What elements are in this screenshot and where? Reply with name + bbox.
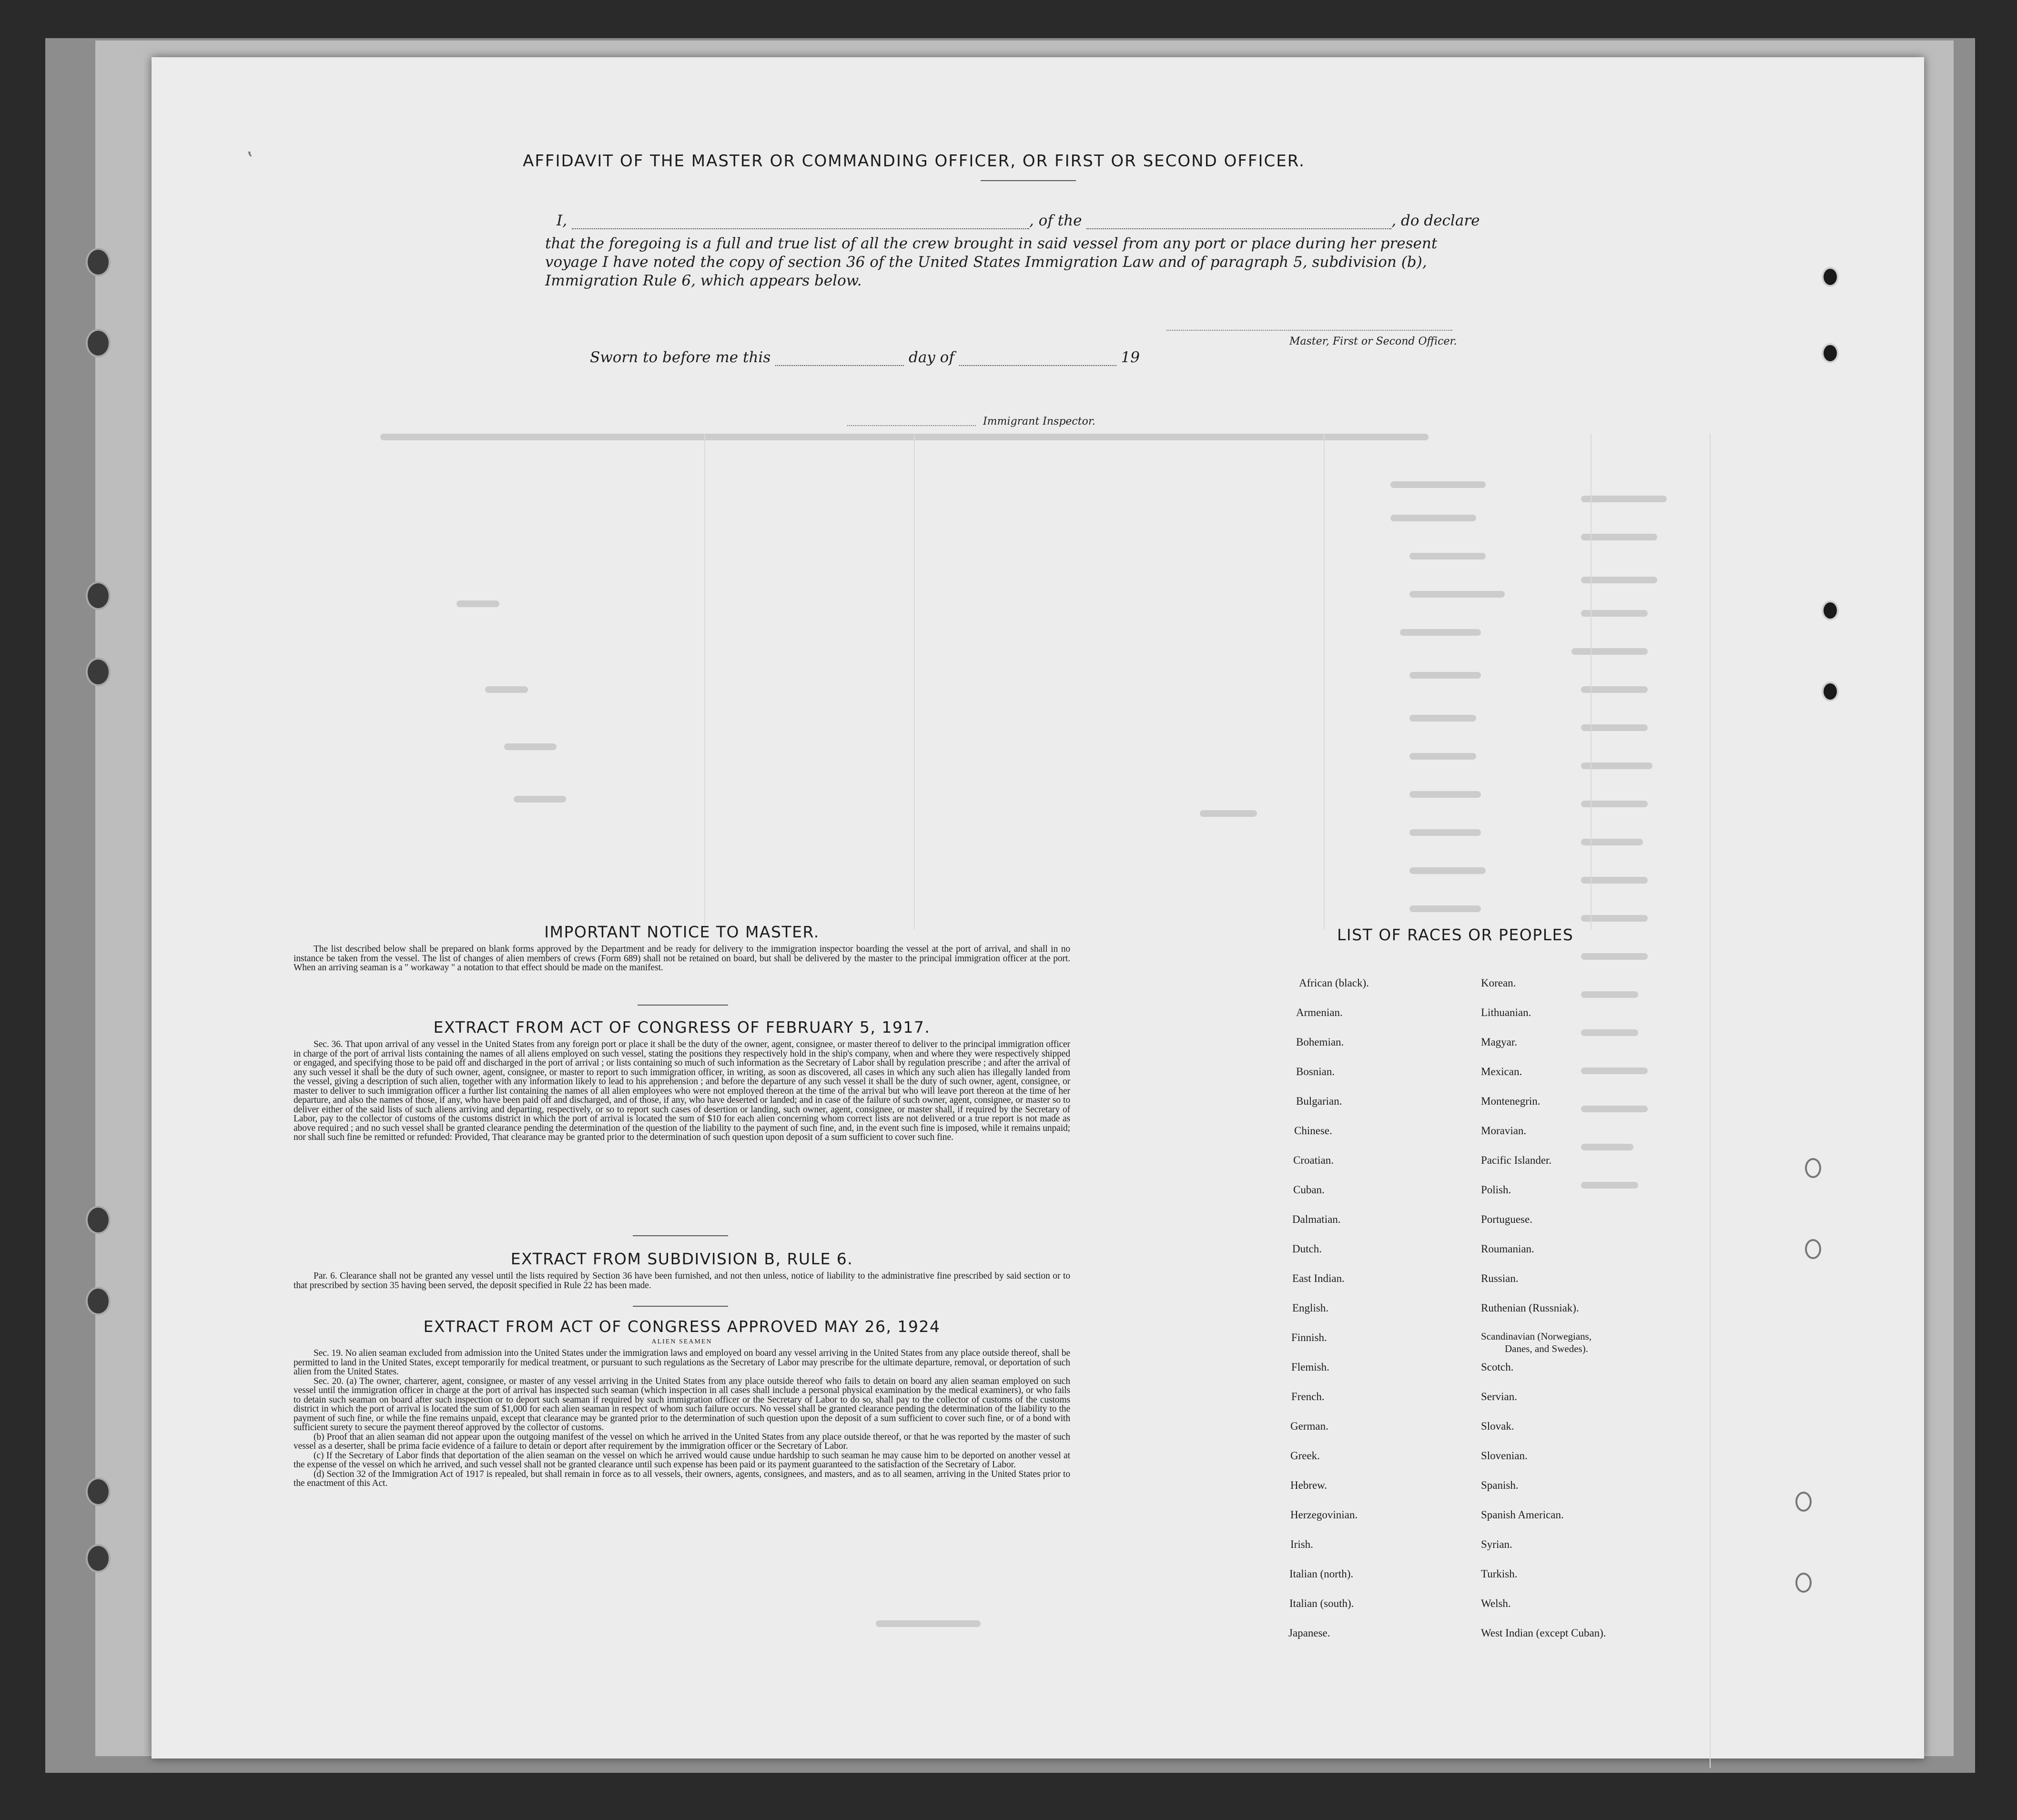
inspector-caption: Immigrant Inspector. [983, 416, 1095, 427]
section-36-paragraph: Sec. 36. That upon arrival of any vessel in the United States from any foreign port or place it shall be the duty of the owner, agent, consignee, or master thereof to deliver to the principal immigration officer in charge of the port of arrival lists containing the names of all aliens employed on such vessel, stating the positions they respectively hold in the ship's company, when and where they were respectively shipped or engaged, and specifying those to be paid off and discharged in the port of arrival ; or lists containing so much of such information as the Secretary of Labor shall by regulation prescribe ; and after the arrival of any such vessel it shall be the duty of such owner, agent, consignee, or master to report to such immigration officer, in writing, as soon as discovered, all cases in which any such alien has illegally landed from the vessel, giving a description of such alien, together with any information likely to lead to his apprehension ; and before the departure of any such vessel it shall be the duty of such owner, agent, consignee, or master to deliver to such immigration officer a further list containing the names of all alien employees who were not employed thereon at the time of the arrival but who will leave port thereon at the time of her departure, and also the names of those, if any, who have been paid off and discharged, and of those, if any, who have deserted or landed; and in case of the failure of such owner, agent, consignee, or master so to deliver either of the said lists of such aliens arriving and departing, respectively, or so to report such cases of desertion or landing, such owner, agent, consignee, or master shall, if required by the Secretary of Labor, pay to the collector of customs of the customs district in which the port of arrival is located the sum of $10 for each alien concerning whom correct lists are not delivered or a true report is not made as above required ; and no such vessel shall be granted clearance pending the determination of the question of the liability to the payment of such fine, and, in the event such fine is imposed, while it remains unpaid; nor shall such fine be remitted or refunded: Provided, That clearance may be granted prior to the determination of such question upon deposit of a sum sufficient to cover such fine. [294, 1039, 1070, 1142]
race-item: Herzegovinian. [1290, 1509, 1358, 1521]
title-divider [981, 180, 1076, 181]
race-item: African (black). [1299, 977, 1369, 989]
race-item: Pacific Islander. [1481, 1154, 1552, 1166]
race-item: Chinese. [1294, 1125, 1332, 1137]
manifest-page: ‛ AFFIDAVIT OF THE MASTER OR COMMANDING OFFICER, OR FIRST OR SECOND OFFICER. I, , of the , do declare that the foregoing is a full and true list of all the crew brought in said vessel from any port or place during her present voyage I have noted the copy of section 36 of the United States Immigration Law and of paragraph 5, subdivision (b), Immigration Rule 6, which appears below. Master, First or Second Officer. Sworn to before me this day of 19 Immigrant Inspector. IMPORTANT NOTICE TO MASTER. The list described below shall be prepared on blank forms approved by the Department and be ready for delivery to the immigration inspector boarding the vessel at the port of arrival, and shall in no instance be taken from the vessel. The list of changes of alien members of crews (Form 689) shall not be retained on board, but shall be delivered by the master to the principal immigration officer at the port. When an arriving seaman is a " workaway " a notation to that effect should be made on the manifest. EXTRACT FROM ACT OF CONGRESS OF FEBRUARY 5, 1917. Sec. 36. That upon arrival of any vessel in the United States from any foreign port or place it shall be the duty of the owner, agent, consignee, or master thereof to deliver to the principal immigration officer in charge of the port of arrival lists containing the names of all aliens employed on such vessel, stating the positions they respectively hold in the ship's company, when and where they were respectively shipped or engaged, and specifying those to be paid off and discharged in the port of arrival ; or lists containing so much of such information as the Secretary of Labor shall by regulation prescribe ; and after the arrival of any such vessel it shall be the duty of such owner, agent, consignee, or master to report to such immigration officer, in writing, as soon as discovered, all cases in which any such alien has illegally landed from the vessel, giving a description of such alien, together with any information likely to lead to his apprehension ; and before the departure of any such vessel it shall be the duty of such owner, agent, consignee, or master to deliver to such immigration officer a further list containing the names of all alien employees who were not employed thereon at the time of the arrival but who will leave port thereon at the time of her departure, and also the names of those, if any, who have been paid off and discharged, and of those, if any, who have deserted or landed; and in case of the failure of such owner, agent, consignee, or master so to deliver either of the said lists of such aliens arriving and departing, respectively, or so to report such cases of desertion or landing, such owner, agent, consignee, or master shall, if required by the Secretary of Labor, pay to the collector of customs of the customs district in which the port of arrival is located the sum of $10 for each alien concerning whom correct lists are not delivered or a true report is not made as above required ; and no such vessel shall be granted clearance pending the determination of the question of the liability to the payment of such fine, and, in the event such fine is imposed, while it remains unpaid; nor shall such fine be remitted or refunded: Provided, That clearance may be granted prior to the determination of such question upon deposit of a sum sufficient to cover such fine. EXTRACT FROM SUBDIVISION B, RULE 6. Par. 6. Clearance shall not be granted any vessel until the lists required by Section 36 have been furnished, and not then unless, notice of liability to the administrative fine prescribed by said section or to that prescribed by section 35 having been served, the deposit specified in Rule 22 has been made. EXTRACT FROM ACT OF CONGRESS APPROVED MAY 26, 1924 ALIEN SEAMEN Sec. 19. No alien seaman excluded from admission into the United States under the immigration laws and employed on board any vessel arriving in the United States from any place outside thereof, shall be permitted to land in the United States, except temporarily for medical treatment, or pursuant to such regulations as the Secretary of Labor may prescribe for the ultimate departure, removal, or deportation of such alien from the United States. Sec. 20. (a) The owner, charterer, agent, consignee, or master of any vessel arriving in the United States from any place outside thereof who fails to detain on board any alien seaman employed on such vessel until the immigration officer in charge at the port of arrival has inspected such seaman (which inspection in all cases shall include a personal physical examination by the medical examiners), or who fails to detain such seaman on board after such inspection or to deport such seaman if required by such immigration officer or the Secretary of Labor to do so, shall pay to the collector of customs of the customs district in which the port of arrival is located the sum of $1,000 for each alien seaman in respect of whom such failure occurs. No vessel shall be granted clearance pending the determination of the liability to the payment of such fine, or while the fine remains unpaid, except that clearance may be granted prior to the determination of such question upon the deposit of a sum sufficient to cover such fine, or of a bond with sufficient surety to secure the payment thereof approved by the collector of customs. (b) Proof that an alien seaman did not appear upon the outgoing manifest of the vessel on which he arrived in the United States from any place outside thereof, or that he was reported by the master of such vessel as a deserter, shall be prima facie evidence of a failure to detain or deport after requirement by the immigration officer or the Secretary of Labor. (c) If the Secretary of Labor finds that deportation of the alien seaman on the vessel on which he arrived would cause undue hardship to such seaman he may cause him to be deported on another vessel at the expense of the vessel on which he arrived, and such vessel shall not be granted clearance until such expense has been paid or its payment guaranteed to the satisfaction of the Secretary of Labor. (d) Section 32 of the Immigration Act of 1917 is repealed, but shall remain in force as to all vessels, their owners, agents, consignees, and masters, and as to all seamen, arriving in the United States prior to the enactment of this Act. LIST OF RACES OR PEOPLES African (black). Armenian. Bohemian. Bosnian. Bulgarian. Chinese. Croatian. Cuban. Dalmatian. Dutch. East Indian. English. Finnish. Flemish. French. German. Greek. Hebrew. Herzegovinian. Irish. Italian (north). Italian (south). Japanese. Korean. Lithuanian. Magyar. Mexican. Montenegrin. Moravian. Pacific Islander. Polish. Portuguese. Roumanian. Russian. Ruthenian (Russniak). Scandinavian (Norwegians, Danes, and Swedes). Scotch. Servian. Slovak. Slovenian. Spanish. Spanish American. Syrian. Turkish. Welsh. West Indian (except Cuban). [152, 57, 1924, 1759]
race-item: Spanish American. [1481, 1509, 1564, 1521]
binder-hole [86, 1287, 111, 1315]
binder-hole [86, 329, 111, 357]
declaration-text-2: voyage I have noted the copy of section 36 of the United States Immigration Law and of paragraph 5, subdivision (b), [545, 254, 1427, 271]
binder-hole [1822, 343, 1839, 363]
race-item: Syrian. [1481, 1538, 1512, 1550]
race-item: Spanish. [1481, 1479, 1519, 1491]
race-item: Bulgarian. [1296, 1095, 1342, 1107]
race-item: West Indian (except Cuban). [1481, 1627, 1606, 1639]
race-item: Mexican. [1481, 1066, 1522, 1078]
section-20c-paragraph: (c) If the Secretary of Labor finds that deportation of the alien seaman on the vessel on which he arrived would cause undue hardship to such seaman he may cause him to be deported on another vessel at the expense of the vessel on which he arrived, and such vessel shall not be granted clearance until such expense has been paid or its payment guaranteed to the satisfaction of the Secretary of Labor. [294, 1450, 1070, 1470]
race-item: Cuban. [1293, 1184, 1325, 1196]
binder-hole [86, 248, 111, 276]
inspector-line [847, 425, 976, 426]
section-20b-paragraph: (b) Proof that an alien seaman did not appear upon the outgoing manifest of the vessel on which he arrived in the United States from any place outside thereof, or that he was reported by the master of such vessel as a deserter, shall be prima facie evidence of a failure to detain or deport after requirement by the immigration officer or the Secretary of Labor. [294, 1432, 1070, 1451]
race-item: Japanese. [1288, 1627, 1330, 1639]
race-item: Scandinavian (Norwegians, [1481, 1331, 1592, 1342]
race-item: Irish. [1290, 1538, 1313, 1550]
i-label: I, [557, 212, 568, 229]
race-item: East Indian. [1292, 1272, 1345, 1284]
race-item: Dutch. [1292, 1243, 1322, 1255]
notice-body [294, 945, 1070, 973]
race-item: Korean. [1481, 977, 1516, 989]
race-item: French. [1291, 1391, 1325, 1403]
sworn-line [590, 349, 1257, 368]
binder-hole [1822, 267, 1839, 287]
notice-paragraph: The list described below shall be prepared on blank forms approved by the Department and be ready for delivery to the immigration inspector boarding the vessel at the port of arrival, and shall in no instance be taken from the vessel. The list of changes of alien members of crews (Form 689) shall not be retained on board, but shall be delivered by the master to the principal immigration officer at the port. When an arriving seaman is a " workaway " a notation to that effect should be made on the manifest. [294, 944, 1070, 973]
section-20a-paragraph: Sec. 20. (a) The owner, charterer, agent, consignee, or master of any vessel arriving in the United States from any place outside thereof who fails to detain on board any alien seaman employed on such vessel until the immigration officer in charge at the port of arrival has inspected such seaman (which inspection in all cases shall include a personal physical examination by the medical examiners), or who fails to detain such seaman on board after such inspection or to deport such seaman if required by such immigration officer or the Secretary of Labor to do so, shall pay to the collector of customs of the customs district in which the port of arrival is located the sum of $1,000 for each alien seaman in respect of whom such failure occurs. No vessel shall be granted clearance pending the determination of the liability to the payment of such fine, or while the fine remains unpaid, except that clearance may be granted prior to the determination of such question upon the deposit of a sum sufficient to cover such fine, or of a bond with sufficient surety to secure the payment thereof approved by the collector of customs. [294, 1376, 1070, 1433]
race-item: Slovak. [1481, 1420, 1514, 1432]
race-item: Welsh. [1481, 1597, 1511, 1609]
extract-1917-heading: EXTRACT FROM ACT OF CONGRESS OF FEBRUARY 5, 1917. [433, 1018, 931, 1037]
binder-hole [1822, 600, 1839, 620]
binder-hole [86, 658, 111, 686]
race-item: Danes, and Swedes). [1505, 1343, 1588, 1354]
do-declare-label: , do declare [1391, 212, 1480, 229]
paragraph-6: Par. 6. Clearance shall not be granted any vessel until the lists required by Section 36 have been furnished, and not then unless, notice of liability to the administrative fine prescribed by said section or to that prescribed by section 35 having been served, the deposit specified in Rule 22 has been made. [294, 1271, 1070, 1291]
extract-1924-body [294, 1349, 1070, 1488]
race-item: German. [1290, 1420, 1328, 1432]
race-item: Lithuanian. [1481, 1007, 1531, 1018]
binder-hole [86, 1206, 111, 1234]
extract-rule6-body [294, 1271, 1070, 1290]
race-item: Croatian. [1293, 1154, 1334, 1166]
race-item: Bosnian. [1296, 1066, 1335, 1078]
signature-line [1166, 330, 1452, 331]
vessel-name-field[interactable] [1086, 216, 1391, 229]
race-item: Slovenian. [1481, 1450, 1528, 1462]
alien-seamen-subheading: ALIEN SEAMEN [651, 1338, 712, 1345]
section-19-paragraph: Sec. 19. No alien seaman excluded from admission into the United States under the immigration laws and employed on board any vessel arriving in the United States from any place outside thereof, shall be permitted to land in the United States, except temporarily for medical treatment, or pursuant to such regulations as the Secretary of Labor may prescribe for the ultimate departure, removal, or deportation of such alien from the United States. [294, 1348, 1070, 1377]
race-item: Moravian. [1481, 1125, 1527, 1137]
race-item: Hebrew. [1290, 1479, 1328, 1491]
race-item: Portuguese. [1481, 1213, 1532, 1225]
race-item: Ruthenian (Russniak). [1481, 1302, 1579, 1314]
binder-hole [1795, 1492, 1812, 1512]
race-item: Flemish. [1291, 1361, 1329, 1373]
binder-hole [1805, 1158, 1821, 1178]
race-item: Italian (north). [1289, 1568, 1354, 1580]
section-20d-paragraph: (d) Section 32 of the Immigration Act of 1917 is repealed, but shall remain in force as to all vessels, their owners, agents, consignees, and masters, and as to all seamen, arriving in the United States prior to the enactment of this Act. [294, 1469, 1070, 1488]
race-item: Polish. [1481, 1184, 1511, 1196]
extract-1924-heading: EXTRACT FROM ACT OF CONGRESS APPROVED MAY 26, 1924 [423, 1317, 941, 1336]
day-of-label: day of [908, 349, 954, 366]
race-item: Russian. [1481, 1272, 1519, 1284]
race-item: Bohemian. [1296, 1036, 1344, 1048]
race-item: Servian. [1481, 1391, 1518, 1403]
binder-hole [1795, 1573, 1812, 1593]
race-item: Roumanian. [1481, 1243, 1534, 1255]
race-item: Magyar. [1481, 1036, 1518, 1048]
race-item: Italian (south). [1289, 1597, 1354, 1609]
race-item: Greek. [1290, 1450, 1320, 1462]
section-divider [633, 1306, 728, 1307]
race-item: Finnish. [1291, 1332, 1327, 1343]
binder-hole [1805, 1239, 1821, 1259]
declaration-text-3: Immigration Rule 6, which appears below. [545, 272, 862, 289]
race-item: Armenian. [1296, 1007, 1343, 1018]
signature-caption: Master, First or Second Officer. [1289, 336, 1457, 347]
sworn-day-field[interactable] [775, 353, 904, 366]
binder-hole [1822, 681, 1839, 702]
year-label: 19 [1121, 349, 1140, 366]
race-item: Turkish. [1481, 1568, 1518, 1580]
notice-heading: IMPORTANT NOTICE TO MASTER. [544, 923, 820, 941]
race-item: Montenegrin. [1481, 1095, 1541, 1107]
officer-name-field[interactable] [572, 216, 1029, 229]
section-divider [638, 1005, 728, 1006]
extract-rule6-heading: EXTRACT FROM SUBDIVISION B, RULE 6. [510, 1250, 853, 1268]
races-heading: LIST OF RACES OR PEOPLES [1337, 925, 1574, 944]
binder-hole [86, 581, 111, 610]
affidavit-title: AFFIDAVIT OF THE MASTER OR COMMANDING OFFICER, OR FIRST OR SECOND OFFICER. [523, 152, 1305, 171]
sworn-month-field[interactable] [959, 353, 1116, 366]
of-the-label: , of the [1029, 212, 1082, 229]
race-item: Scotch. [1481, 1361, 1514, 1373]
race-item: Dalmatian. [1292, 1213, 1341, 1225]
declaration-line [557, 212, 1652, 231]
binder-hole [86, 1544, 111, 1573]
sworn-label: Sworn to before me this [590, 349, 771, 366]
section-divider [633, 1235, 728, 1236]
extract-1917-body [294, 1040, 1070, 1142]
binder-hole [86, 1477, 111, 1506]
race-item: English. [1292, 1302, 1329, 1314]
declaration-text-1: that the foregoing is a full and true list of all the crew brought in said vessel from any port or place during her present [545, 235, 1438, 252]
